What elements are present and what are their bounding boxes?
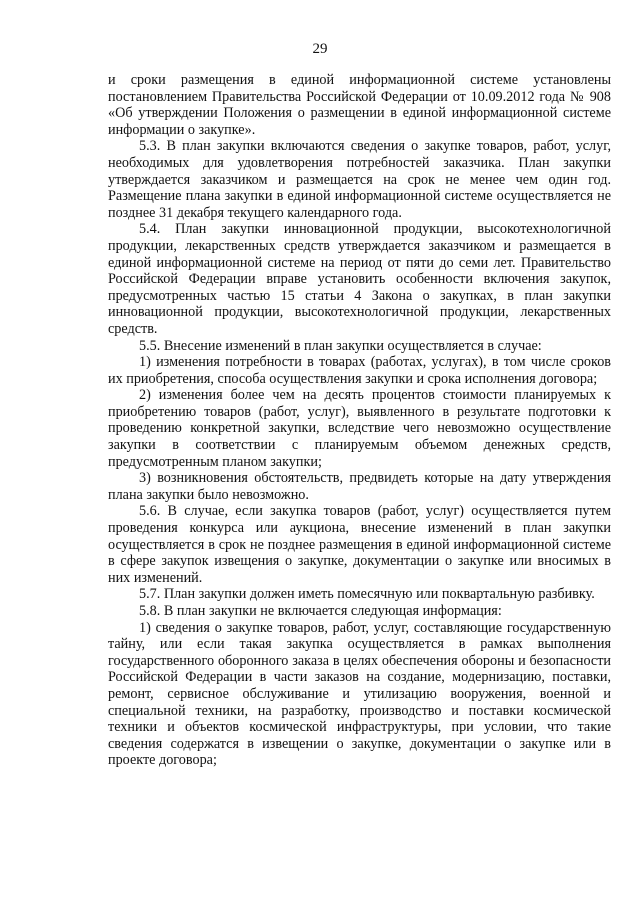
list-item-5-5-3: 3) возникновения обстоятельств, предвидеть которые на дату утверждения плана закупки было невозможно. <box>108 470 611 503</box>
paragraph-5-8: 5.8. В план закупки не включается следующая информация: <box>139 603 502 619</box>
paragraph-5-7: 5.7. План закупки должен иметь помесячную или поквартальную разбивку. <box>139 586 595 603</box>
paragraph-continuation: и сроки размещения в единой информационной системе установлены постановлением Правительства Российской Федерации от 10.09.2012 года № 908 «Об утверждении Положения о размещении в единой информационной системе информации о закупке». <box>108 72 611 138</box>
paragraph-5-6: 5.6. В случае, если закупка товаров (работ, услуг) осуществляется путем проведения конкурса или аукциона, внесение изменений в план закупки осуществляется в срок не позднее размещения в единой информационной системе в сфере закупок извещения о закупке, документации о закупке или вносимых в них изменений. <box>108 503 611 586</box>
paragraph-5-5: 5.5. Внесение изменений в план закупки осуществляется в случае: <box>139 337 542 354</box>
list-item-5-5-1: 1) изменения потребности в товарах (работах, услугах), в том числе сроков их приобретения, способа осуществления закупки и срока исполнения договора; <box>108 354 611 387</box>
page-number: 29 <box>312 41 328 57</box>
paragraph-5-4: 5.4. План закупки инновационной продукции, высокотехнологичной продукции, лекарственных средств утверждается заказчиком и размещается в единой информационной системе на период от пяти до семи лет. Правительство Российской Федерации вправе установить особенности включения закупок, предусмотренных частью 15 статьи 4 Закона о закупках, в план закупки инновационной продукции, высокотехнологичной продукции, лекарственных средств. <box>108 221 611 337</box>
document-body <box>108 72 611 769</box>
paragraph-5-3: 5.3. В план закупки включаются сведения о закупке товаров, работ, услуг, необходимых для удовлетворения потребностей заказчика. План закупки утверждается заказчиком и размещается на срок не менее чем один год. Размещение плана закупки в единой информационной системе осуществляется не позднее 31 декабря текущего календарного года. <box>108 138 611 221</box>
list-item-5-8-1: 1) сведения о закупке товаров, работ, услуг, составляющие государственную тайну, или если такая закупка осуществляется в рамках выполнения государственного оборонного заказа в целях обеспечения обороны и безопасности Российской Федерации в части заказов на создание, модернизацию, поставки, ремонт, сервисное обслуживание и утилизацию вооружения, военной и специальной техники, на разработку, производство и поставки космической техники и объектов космической инфраструктуры, при условии, что такие сведения содержатся в извещении о закупке, документации о закупке или в проекте договора; <box>108 619 611 769</box>
list-item-5-5-2: 2) изменения более чем на десять процентов стоимости планируемых к приобретению товаров (работ, услуг), выявленного в результате подготовки к проведению конкретной закупки, вследствие чего невозможно осуществление закупки в соответствии с планируемым объемом денежных средств, предусмотренным планом закупки; <box>108 387 611 470</box>
